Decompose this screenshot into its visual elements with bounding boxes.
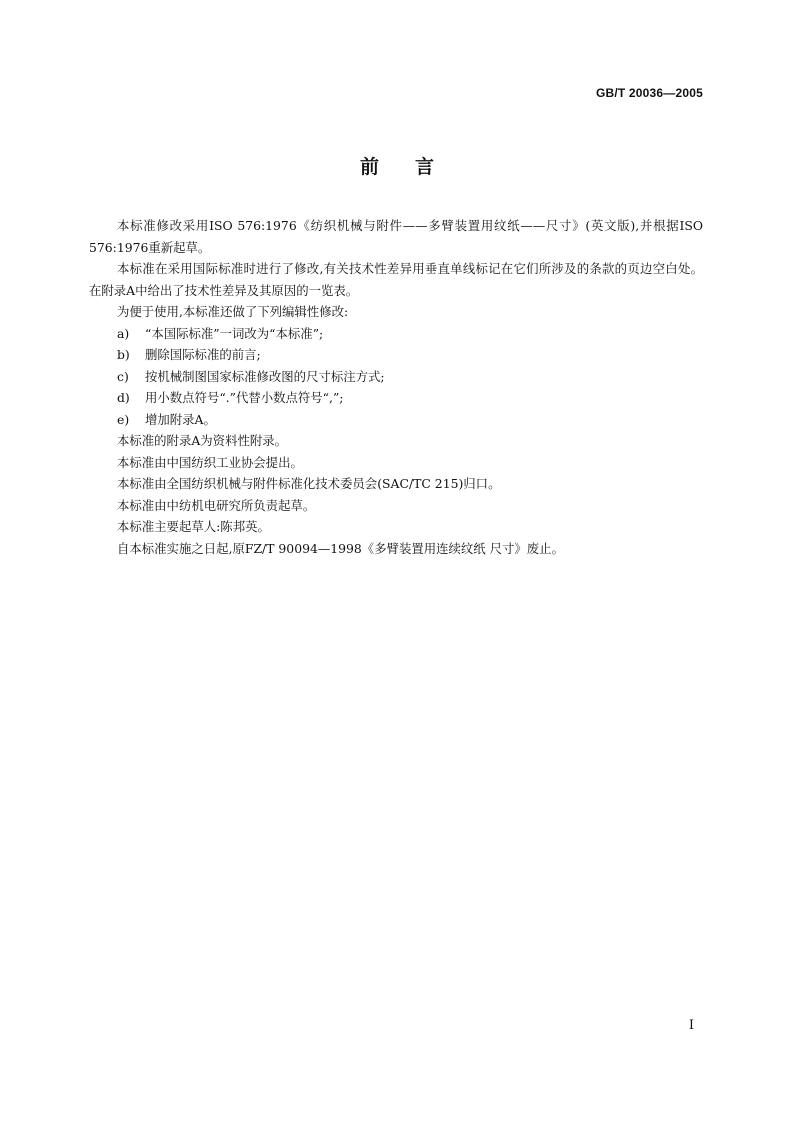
paragraph: 本标准的附录A为资料性附录。: [117, 433, 288, 448]
list-marker: e): [117, 411, 130, 427]
list-item-text: 增加附录A。: [145, 411, 216, 427]
list-marker: b): [117, 347, 130, 362]
paragraph: 本标准由全国纺织机械与附件标准化技术委员会(SAC/TC 215)归口。: [117, 476, 501, 491]
paragraph: 本标准由中纺机电研究所负责起草。: [117, 497, 316, 513]
paragraph: 本标准在采用国际标准时进行了修改,有关技术性差异用垂直单线标记在它们所涉及的条款的页边空白处。在附录A中给出了技术性差异及其原因的一览表。: [89, 261, 703, 298]
list-item: [89, 366, 703, 388]
list-item-text: 按机械制图国家标准修改图的尺寸标注方式;: [145, 368, 385, 384]
list-item-text: “本国际标准”一词改为“本标准”;: [145, 325, 324, 341]
paragraph: 本标准由中国纺织工业协会提出。: [117, 454, 303, 470]
paragraph: 自本标准实施之日起,原FZ/T 90094—1998《多臂装置用连续纹纸 尺寸》废止。: [117, 540, 564, 556]
list-item: [89, 344, 703, 366]
list-item-text: 删除国际标准的前言;: [145, 347, 261, 362]
paragraph: 为便于使用,本标准还做了下列编辑性修改:: [117, 304, 349, 319]
list-item: [89, 387, 703, 409]
list-item: [89, 323, 703, 345]
list-item: [89, 409, 703, 431]
page-title: 前言: [359, 156, 470, 178]
foreword-body: [89, 215, 703, 559]
standard-number: GB/T 20036—2005: [595, 86, 703, 100]
list-marker: c): [117, 368, 129, 384]
list-item-text: 用小数点符号“.”代替小数点符号“,”;: [145, 390, 344, 405]
paragraph: 本标准主要起草人:陈邦英。: [117, 519, 270, 534]
list-marker: a): [117, 325, 130, 341]
paragraph: 本标准修改采用ISO 576:1976《纺织机械与附件——多臂装置用纹纸——尺寸》(英文版),并根据ISO 576:1976重新起草。: [89, 218, 703, 255]
list-marker: d): [117, 390, 130, 405]
page-number: I: [688, 1018, 694, 1033]
